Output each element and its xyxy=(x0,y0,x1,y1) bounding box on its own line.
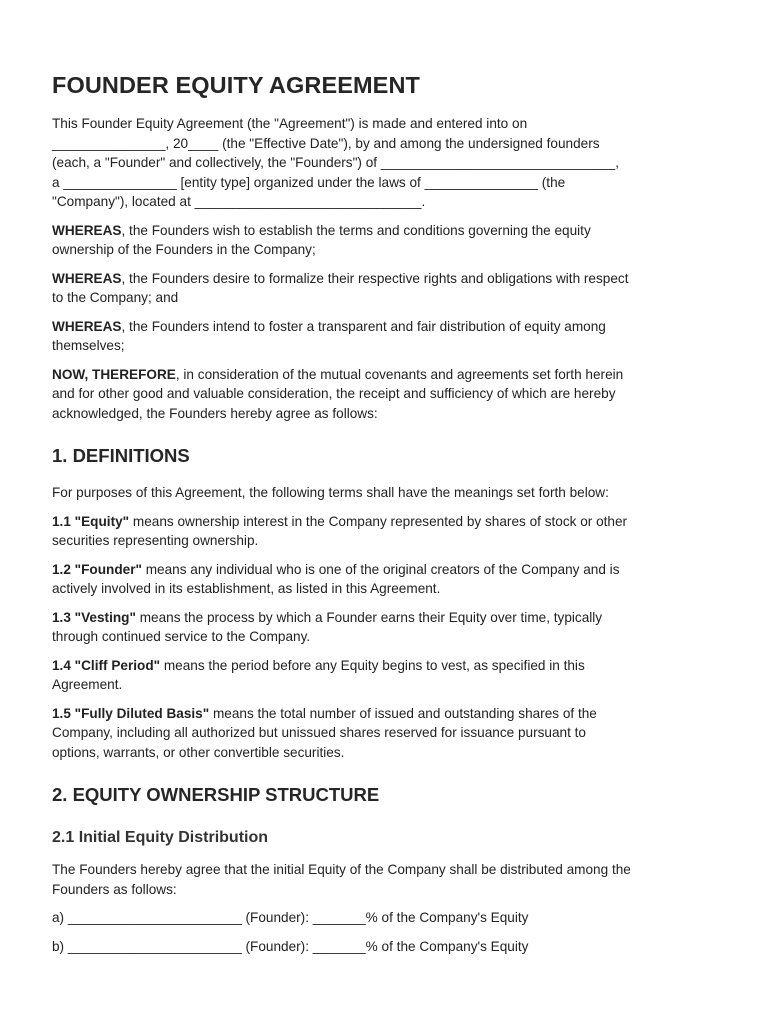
section-2-heading: 2. EQUITY OWNERSHIP STRUCTURE xyxy=(52,784,380,805)
recital-text: ownership of the Founders in the Company; xyxy=(52,242,316,257)
subsection-2-1-heading: 2.1 Initial Equity Distribution xyxy=(52,829,269,846)
recital-lead: WHEREAS xyxy=(52,270,122,286)
definition-founder xyxy=(52,560,720,599)
intro-line: a _______________ [entity type] organized under the laws of _______________ (the xyxy=(52,174,566,190)
definition-term: 1.3 "Vesting" xyxy=(52,609,136,625)
definition-text: means the total number of issued and outstanding shares of the xyxy=(209,705,597,721)
recital-whereas-3 xyxy=(52,317,720,356)
definition-term: 1.5 "Fully Diluted Basis" xyxy=(52,705,210,721)
definition-text: means ownership interest in the Company represented by shares of stock or other xyxy=(129,513,628,529)
definition-text: means any individual who is one of the original creators of the Company and is xyxy=(141,561,620,577)
recital-now-therefore xyxy=(52,365,720,424)
intro-line: "Company"), located at ______________________________. xyxy=(52,194,426,209)
definition-term: 1.2 "Founder" xyxy=(52,561,142,577)
subsection-2-1-text xyxy=(52,860,720,899)
recital-text: , the Founders intend to foster a transparent and fair distribution of equity among xyxy=(121,318,606,334)
section-1-heading: 1. DEFINITIONS xyxy=(52,445,190,466)
recital-lead: WHEREAS xyxy=(52,318,122,334)
intro-line: _______________, 20____ (the "Effective Date"), by and among the undersigned founders xyxy=(52,135,600,151)
definition-text: Agreement. xyxy=(52,677,123,692)
definition-text: Company, including all authorized but unissued shares reserved for issuance pursuant to xyxy=(52,725,586,740)
definition-text: through continued service to the Company. xyxy=(52,629,311,644)
definition-term: 1.1 "Equity" xyxy=(52,513,130,529)
recital-whereas-1 xyxy=(52,221,720,260)
intro-line: This Founder Equity Agreement (the "Agreement") is made and entered into on xyxy=(52,116,528,131)
definition-cliff-period xyxy=(52,656,720,695)
recital-text: themselves; xyxy=(52,338,125,353)
recital-text: to the Company; and xyxy=(52,290,179,305)
intro-paragraph xyxy=(52,114,720,212)
definition-term: 1.4 "Cliff Period" xyxy=(52,657,161,673)
definition-text: means the period before any Equity begins to vest, as specified in this xyxy=(160,657,585,673)
definition-equity xyxy=(52,512,720,551)
intro-line: (each, a "Founder" and collectively, the "Founders") of _______________________________, xyxy=(52,155,619,170)
recital-lead: WHEREAS xyxy=(52,222,122,238)
recital-text: , the Founders wish to establish the terms and conditions governing the equity xyxy=(121,222,591,238)
equity-line-b: b) _______________________ (Founder): _______% of the Company's Equity xyxy=(52,938,529,954)
recital-text: , the Founders desire to formalize their respective rights and obligations with respect xyxy=(121,270,629,286)
document-page xyxy=(52,70,720,965)
section-1-intro: For purposes of this Agreement, the following terms shall have the meanings set forth below: xyxy=(52,485,609,500)
document-title: FOUNDER EQUITY AGREEMENT xyxy=(52,72,420,98)
definition-text: means the process by which a Founder earns their Equity over time, typically xyxy=(135,609,603,625)
definition-fully-diluted-basis xyxy=(52,704,720,763)
recital-whereas-2 xyxy=(52,269,720,308)
recital-text: and for other good and valuable consideration, the receipt and sufficiency of which are hereby xyxy=(52,386,616,401)
definition-vesting xyxy=(52,608,720,647)
definition-text: actively involved in its establishment, as listed in this Agreement. xyxy=(52,581,441,596)
subsection-text: Founders as follows: xyxy=(52,881,177,897)
definition-text: options, warrants, or other convertible securities. xyxy=(52,744,345,760)
subsection-text: The Founders hereby agree that the initial Equity of the Company shall be distributed among the xyxy=(52,862,631,877)
definition-text: securities representing ownership. xyxy=(52,533,259,548)
recital-text: acknowledged, the Founders hereby agree as follows: xyxy=(52,405,378,421)
recital-lead: NOW, THEREFORE xyxy=(52,366,176,382)
recital-text: , in consideration of the mutual covenants and agreements set forth herein xyxy=(175,366,624,382)
equity-line-a: a) _______________________ (Founder): _______% of the Company's Equity xyxy=(52,910,529,925)
